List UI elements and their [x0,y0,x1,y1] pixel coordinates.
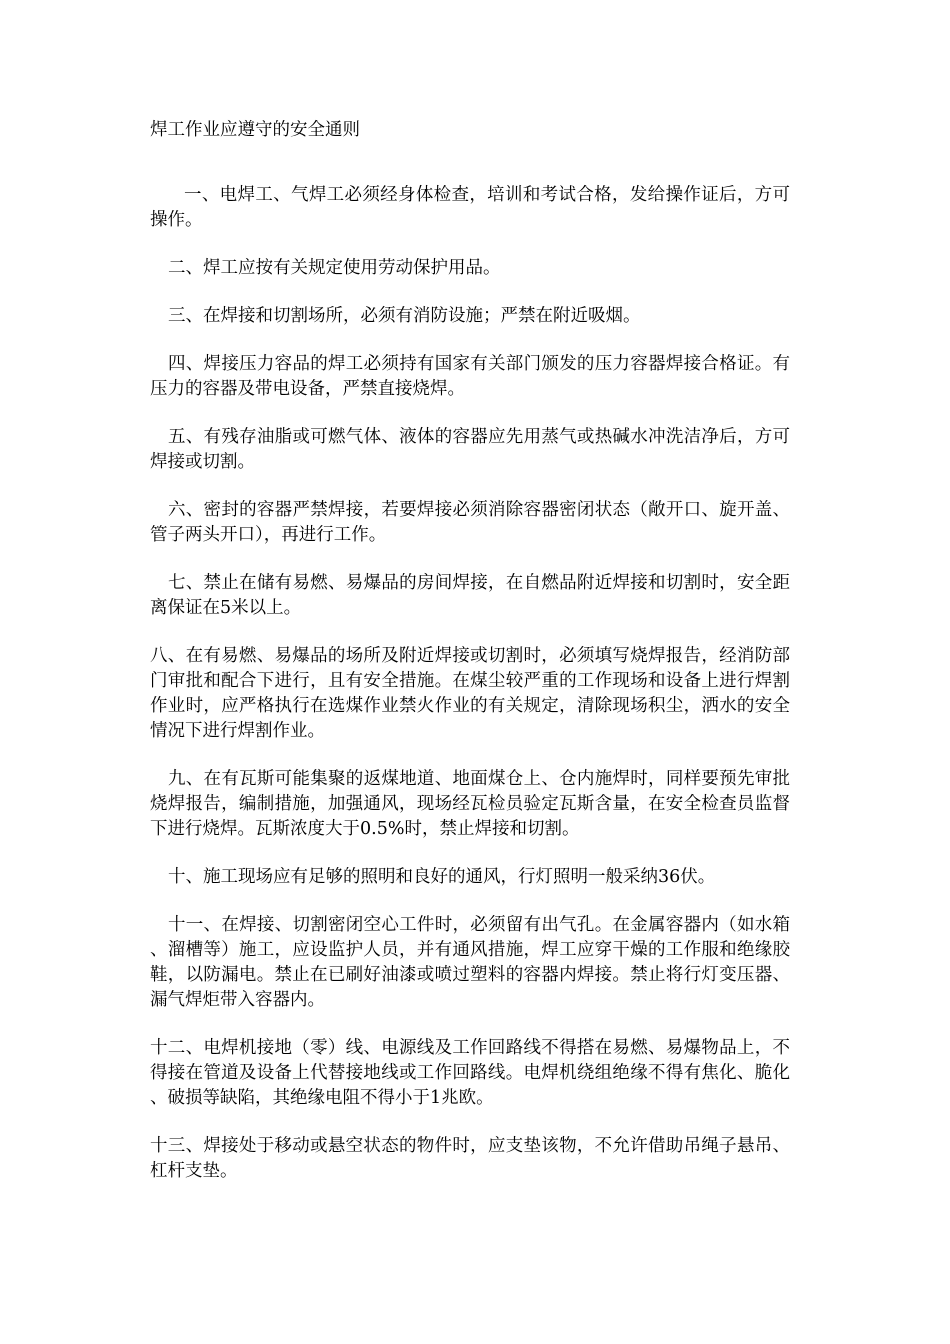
rule-paragraph-13: 十三、焊接处于移动或悬空状态的物件时，应支垫该物，不允许借助吊绳子悬吊、杠杆支垫。 [150,1136,790,1181]
rule-paragraph-2: 二、焊工应按有关规定使用劳动保护用品。 [168,258,501,278]
document-title: 焊工作业应遵守的安全通则 [150,120,360,140]
rule-paragraph-4: 四、焊接压力容品的焊工必须持有国家有关部门颁发的压力容器焊接合格证。有压力的容器及带电设备，严禁直接烧焊。 [150,354,790,399]
rule-paragraph-3: 三、在焊接和切割场所，必须有消防设施；严禁在附近吸烟。 [168,306,641,326]
rule-paragraph-7: 七、禁止在储有易燃、易爆品的房间焊接，在自燃品附近焊接和切割时，安全距离保证在5米以上。 [150,573,790,618]
rule-paragraph-11: 十一、在焊接、切割密闭空心工件时，必须留有出气孔。在金属容器内（如水箱、溜槽等）施工，应设监护人员，并有通风措施，焊工应穿干燥的工作服和绝缘胶鞋，以防漏电。禁止在已刷好油漆或喷过塑料的容器内焊接。禁止将行灯变压器、漏气焊炬带入容器内。 [150,915,790,1010]
rule-paragraph-8: 八、在有易燃、易爆品的场所及附近焊接或切割时，必须填写烧焊报告，经消防部门审批和配合下进行，且有安全措施。在煤尘较严重的工作现场和设备上进行焊割作业时，应严格执行在选煤作业禁火作业的有关规定，清除现场积尘，洒水的安全情况下进行焊割作业。 [150,646,790,741]
rule-paragraph-6: 六、密封的容器严禁焊接，若要焊接必须消除容器密闭状态（敞开口、旋开盖、管子两头开口），再进行工作。 [150,500,790,545]
document-page [150,118,790,1207]
rule-paragraph-1: 一、电焊工、气焊工必须经身体检查，培训和考试合格，发给操作证后，方可操作。 [150,185,790,230]
rule-paragraph-12: 十二、电焊机接地（零）线、电源线及工作回路线不得搭在易燃、易爆物品上，不得接在管道及设备上代替接地线或工作回路线。电焊机绕组绝缘不得有焦化、脆化、破损等缺陷，其绝缘电阻不得小于1兆欧。 [150,1038,790,1108]
rule-paragraph-9: 九、在有瓦斯可能集聚的返煤地道、地面煤仓上、仓内施焊时，同样要预先审批烧焊报告，编制措施，加强通风，现场经瓦检员验定瓦斯含量，在安全检查员监督下进行烧焊。瓦斯浓度大于0.5%时，禁止焊接和切割。 [150,769,790,839]
rule-paragraph-5: 五、有残存油脂或可燃气体、液体的容器应先用蒸气或热碱水冲洗洁净后，方可焊接或切割。 [150,427,790,472]
rule-paragraph-10: 十、施工现场应有足够的照明和良好的通风，行灯照明一般采纳36伏。 [168,867,716,887]
